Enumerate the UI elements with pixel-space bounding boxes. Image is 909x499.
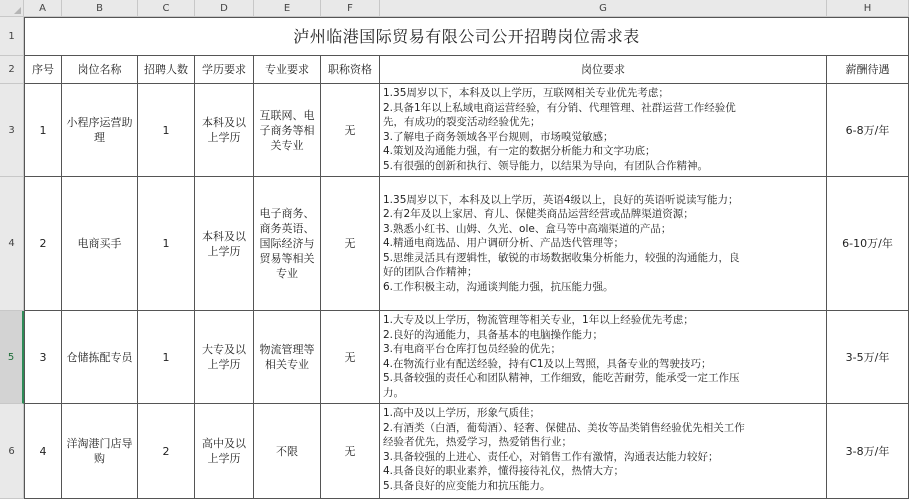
requirement-line: 4.具备良好的职业素养，懂得接待礼仪，热情大方； <box>383 465 625 477</box>
requirement-line: 先，有成功的裂变活动经验优先； <box>383 116 541 128</box>
column-header-c[interactable]: C <box>138 0 195 17</box>
cell-qualification[interactable]: 无 <box>321 404 380 499</box>
requirements-list <box>383 313 823 400</box>
cell-major[interactable]: 互联网、电子商务等相关专业 <box>254 84 321 177</box>
requirement-line: 力。 <box>383 386 404 399</box>
header-position[interactable]: 岗位名称 <box>62 56 138 84</box>
cell-requirements[interactable] <box>380 84 827 177</box>
cell-salary[interactable]: 3-8万/年 <box>827 404 909 499</box>
requirement-line: 2.有酒类（白酒，葡萄酒）、轻奢、保健品、美妆等品类销售经验优先相关工作 <box>383 421 745 434</box>
requirements-list <box>383 193 823 295</box>
cell-education[interactable]: 本科及以上学历 <box>195 84 254 177</box>
cell-position[interactable]: 洋淘港门店导购 <box>62 404 138 499</box>
cell-education[interactable]: 本科及以上学历 <box>195 177 254 311</box>
cell-salary[interactable]: 6-10万/年 <box>827 177 909 311</box>
requirement-line: 2.有2年及以上家居、育儿、保健类商品运营经营或品牌渠道资源； <box>383 208 694 221</box>
requirement-line: 5.具备较强的责任心和团队精神，工作细致，能吃苦耐劳，能承受一定工作压 <box>383 372 740 384</box>
cell-seq[interactable]: 3 <box>24 311 62 404</box>
cell-major[interactable]: 物流管理等相关专业 <box>254 311 321 404</box>
column-header-a[interactable]: A <box>24 0 62 17</box>
requirement-line: 1.大专及以上学历，物流管理等相关专业，1年以上经验优先考虑； <box>383 314 694 326</box>
cell-count[interactable]: 2 <box>138 404 195 499</box>
cell-position[interactable]: 小程序运营助理 <box>62 84 138 177</box>
requirement-line: 1.35周岁以下，本科及以上学历，英语4级以上，良好的英语听说读写能力； <box>383 193 739 206</box>
row-header-5[interactable]: 5 <box>0 311 24 404</box>
cell-position[interactable]: 仓储拣配专员 <box>62 311 138 404</box>
requirement-line: 5.有很强的创新和执行、领导能力，以结果为导向，有团队合作精神。 <box>383 159 709 172</box>
requirement-line: 4.在物流行业有配送经验，持有C1及以上驾照，具备专业的驾驶技巧； <box>383 357 712 370</box>
cell-qualification[interactable]: 无 <box>321 84 380 177</box>
cell-seq[interactable]: 1 <box>24 84 62 177</box>
requirement-line: 好的团队合作精神； <box>383 266 478 279</box>
column-header-g[interactable]: G <box>380 0 827 17</box>
cell-major[interactable]: 不限 <box>254 404 321 499</box>
requirement-line: 经验者优先，热爱学习，热爱销售行业； <box>383 436 572 448</box>
header-qualification[interactable]: 职称资格 <box>321 56 380 84</box>
requirement-line: 5.思维灵活具有逻辑性，敏锐的市场数据收集分析能力，较强的沟通能力，良 <box>383 251 740 264</box>
requirement-line: 1.35周岁以下，本科及以上学历，互联网相关专业优先考虑； <box>383 87 669 99</box>
column-header-f[interactable]: F <box>321 0 380 17</box>
header-requirements[interactable]: 岗位要求 <box>380 56 827 84</box>
requirement-line: 3.熟悉小红书、山姆、久光、ole、盒马等中高端渠道的产品； <box>383 222 672 235</box>
requirement-line: 6.工作积极主动，沟通谈判能力强，抗压能力强。 <box>383 280 614 293</box>
cell-count[interactable]: 1 <box>138 311 195 404</box>
requirement-line: 1.高中及以上学历，形象气质佳； <box>383 407 541 419</box>
cell-position[interactable]: 电商买手 <box>62 177 138 311</box>
row-header-3[interactable]: 3 <box>0 84 24 177</box>
requirement-line: 2.良好的沟通能力，具备基本的电脑操作能力； <box>383 328 604 341</box>
select-all-corner[interactable] <box>0 0 24 17</box>
column-header-b[interactable]: B <box>62 0 138 17</box>
header-count[interactable]: 招聘人数 <box>138 56 195 84</box>
requirement-line: 5.具备良好的应变能力和抗压能力。 <box>383 479 551 492</box>
header-salary[interactable]: 薪酬待遇 <box>827 56 909 84</box>
column-header-d[interactable]: D <box>195 0 254 17</box>
column-header-h[interactable]: H <box>827 0 909 17</box>
cell-qualification[interactable]: 无 <box>321 311 380 404</box>
header-major[interactable]: 专业要求 <box>254 56 321 84</box>
cell-requirements[interactable] <box>380 404 827 499</box>
requirement-line: 3.具备较强的上进心、责任心，对销售工作有激情，沟通表达能力较好； <box>383 450 719 463</box>
cell-salary[interactable]: 3-5万/年 <box>827 311 909 404</box>
cell-requirements[interactable] <box>380 177 827 311</box>
cell-major[interactable]: 电子商务、商务英语、国际经济与贸易等相关专业 <box>254 177 321 311</box>
requirement-line: 2.具备1年以上私域电商运营经验，有分销、代理管理、社群运营工作经验优 <box>383 101 736 114</box>
requirements-list <box>383 86 823 173</box>
header-seq[interactable]: 序号 <box>24 56 62 84</box>
requirement-line: 3.了解电子商务领域各平台规则，市场嗅觉敏感； <box>383 130 614 143</box>
cell-count[interactable]: 1 <box>138 177 195 311</box>
requirement-line: 4.策划及沟通能力强，有一定的数据分析能力和文字功底； <box>383 145 656 157</box>
cell-seq[interactable]: 4 <box>24 404 62 499</box>
cell-requirements[interactable] <box>380 311 827 404</box>
cell-salary[interactable]: 6-8万/年 <box>827 84 909 177</box>
requirement-line: 4.精通电商选品、用户调研分析、产品迭代管理等； <box>383 237 625 250</box>
cell-qualification[interactable]: 无 <box>321 177 380 311</box>
row-header-4[interactable]: 4 <box>0 177 24 311</box>
sheet-title[interactable]: 泸州临港国际贸易有限公司公开招聘岗位需求表 <box>24 17 909 56</box>
column-header-e[interactable]: E <box>254 0 321 17</box>
requirement-line: 3.有电商平台仓库打包员经验的优先； <box>383 343 562 355</box>
cell-education[interactable]: 大专及以上学历 <box>195 311 254 404</box>
requirements-list <box>383 406 823 493</box>
header-education[interactable]: 学历要求 <box>195 56 254 84</box>
row-header-2[interactable]: 2 <box>0 56 24 84</box>
row-header-6[interactable]: 6 <box>0 404 24 499</box>
cell-seq[interactable]: 2 <box>24 177 62 311</box>
cell-count[interactable]: 1 <box>138 84 195 177</box>
row-header-1[interactable]: 1 <box>0 17 24 56</box>
cell-education[interactable]: 高中及以上学历 <box>195 404 254 499</box>
